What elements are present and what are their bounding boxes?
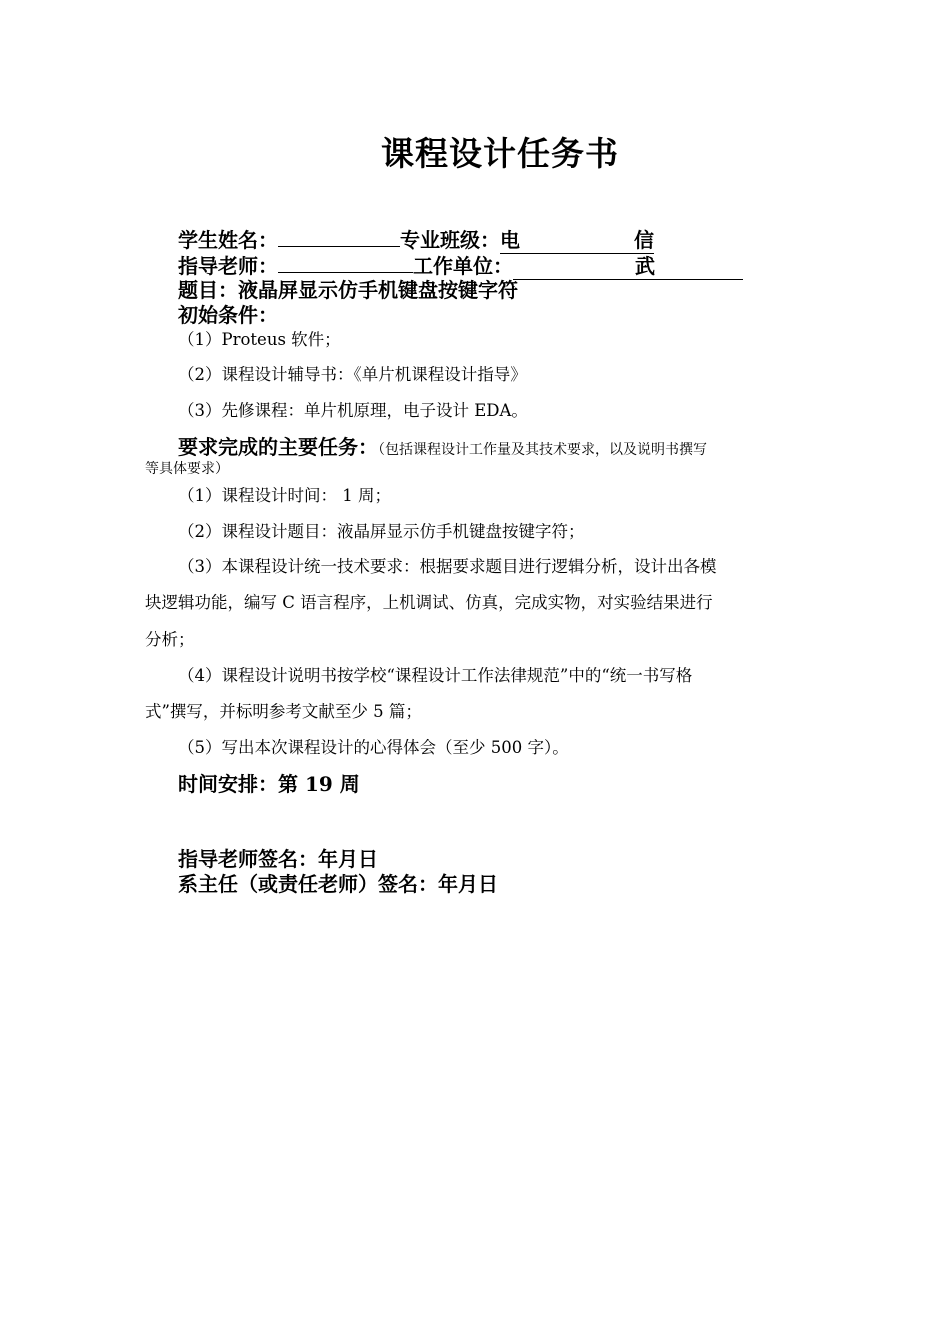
- task-item-2: （2）课程设计题目：液晶屏显示仿手机键盘按键字符；: [178, 522, 585, 541]
- tasks-note-1: （包括课程设计工作量及其技术要求，以及说明书撰写: [378, 442, 707, 458]
- task-item-4-line-2: 式”撰写，并标明参考文献至少 5 篇；: [145, 702, 422, 721]
- class-value-part-1: 电: [500, 228, 520, 252]
- condition-item-3: （3）先修课程：单片机原理，电子设计 EDA。: [178, 401, 528, 420]
- task-item-4-line-1: （4）课程设计说明书按学校“课程设计工作法律规范”中的“统一书写格: [178, 666, 693, 685]
- student-name-blank: [278, 226, 400, 247]
- task-item-3-line-3: 分析；: [145, 630, 195, 649]
- advisor-blank: [278, 252, 413, 273]
- tasks-heading: [178, 431, 707, 460]
- condition-item-2: （2）课程设计辅导书：《单片机课程设计指导》: [178, 365, 527, 384]
- task-item-5: （5）写出本次课程设计的心得体会（至少 500 字）。: [178, 738, 569, 757]
- class-label: 专业班级：: [400, 228, 500, 252]
- condition-item-1: （1）Proteus 软件；: [178, 330, 341, 349]
- tasks-note-2: 等具体要求）: [145, 461, 229, 477]
- document-title: 课程设计任务书: [381, 134, 619, 173]
- task-item-3-line-2: 块逻辑功能，编写 C 语言程序，上机调试、仿真，完成实物，对实验结果进行: [145, 593, 713, 612]
- director-signature-line: 系主任（或责任老师）签名：年月日: [178, 872, 498, 896]
- class-value-part-2: 信: [634, 228, 654, 252]
- unit-label: 工作单位：: [413, 254, 513, 278]
- topic-line: 题目：液晶屏显示仿手机键盘按键字符: [178, 278, 518, 302]
- student-name-label: 学生姓名：: [178, 228, 278, 252]
- task-item-3-line-1: （3）本课程设计统一技术要求：根据要求题目进行逻辑分析，设计出各模: [178, 557, 717, 576]
- advisor-label: 指导老师：: [178, 254, 278, 278]
- schedule-line: 时间安排：第 19 周: [178, 772, 360, 796]
- unit-value: [513, 250, 743, 280]
- advisor-signature-line: 指导老师签名：年月日: [178, 847, 378, 871]
- tasks-label: 要求完成的主要任务：: [178, 435, 378, 459]
- unit-value-text: 武: [635, 254, 655, 278]
- task-item-1: （1）课程设计时间： 1 周；: [178, 486, 391, 505]
- conditions-label: 初始条件：: [178, 303, 278, 327]
